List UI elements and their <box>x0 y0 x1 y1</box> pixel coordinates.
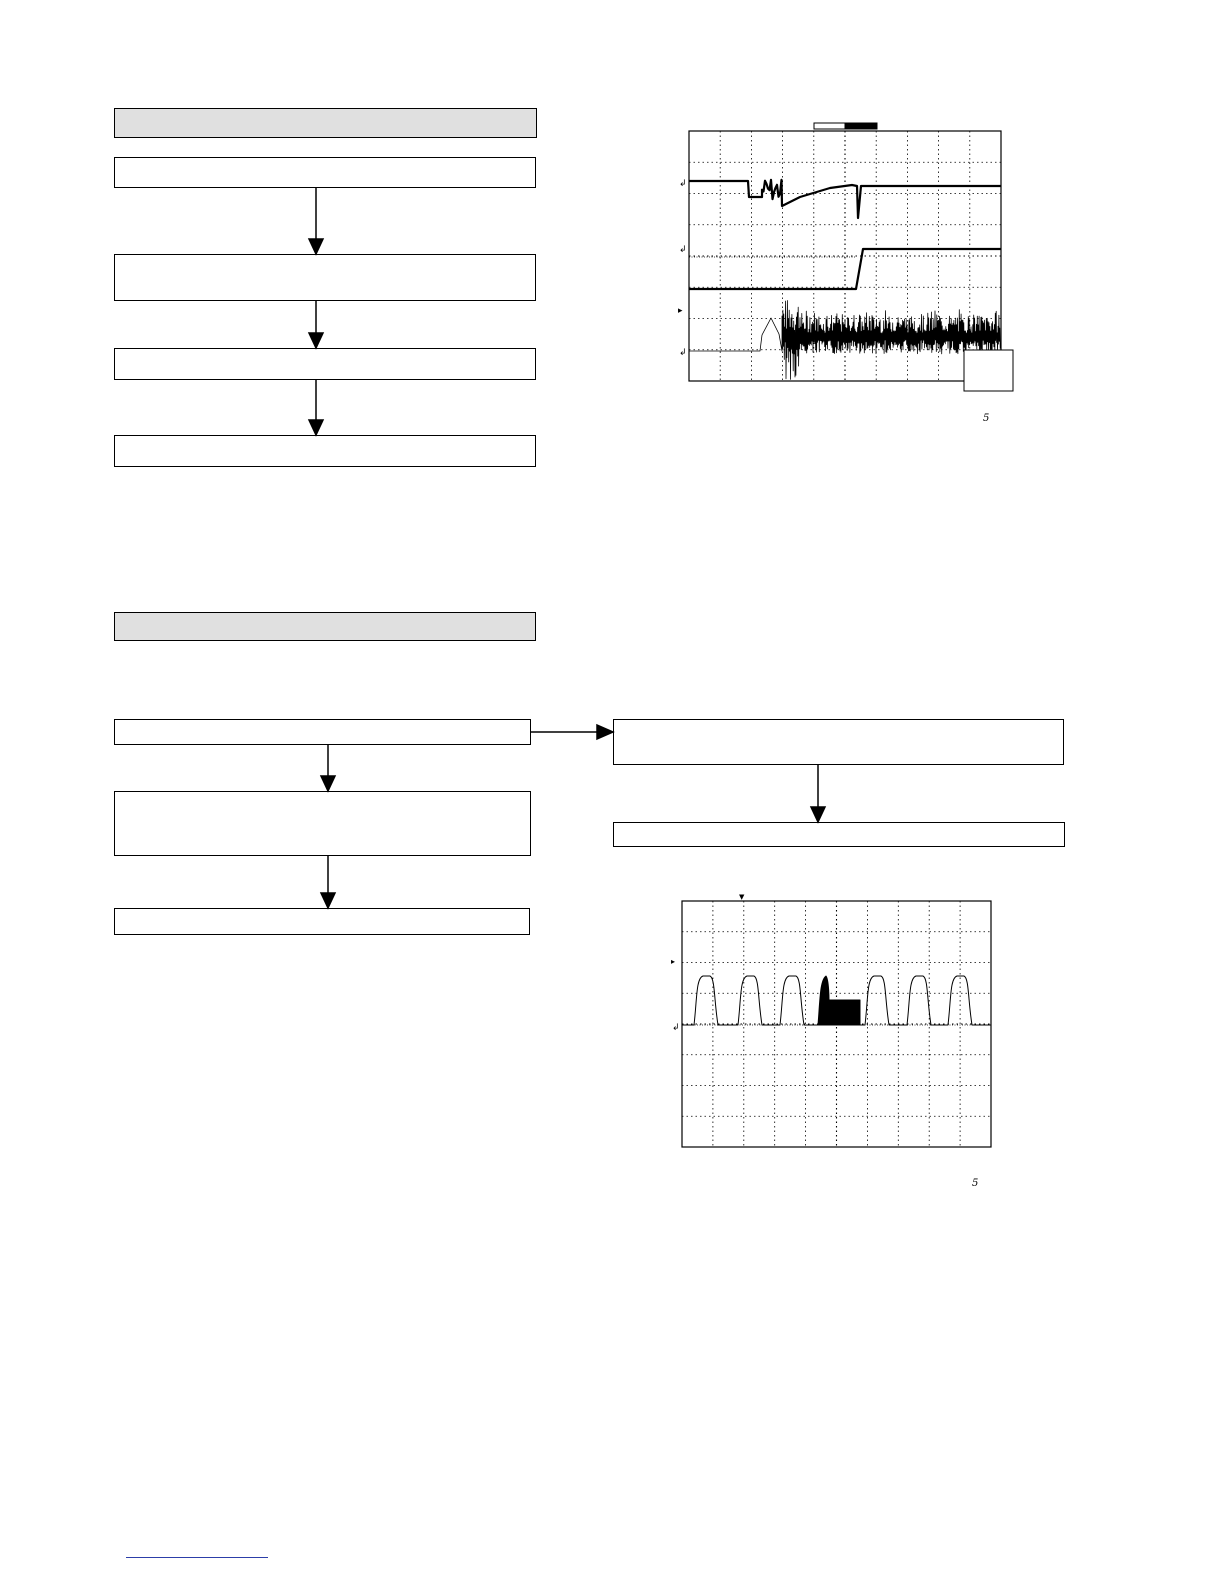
scope2-trigger-mark: ▼ <box>739 893 745 901</box>
scope1-level-mark-1: ↲ <box>679 179 687 189</box>
scope1-level-mark-2: ↲ <box>679 245 687 255</box>
footer-link-underline <box>126 1557 268 1558</box>
scope1-level-mark-4: ↲ <box>679 348 687 358</box>
scope2-level-mark-1: ▸ <box>671 957 676 966</box>
scope1-level-mark-3: ▸ <box>678 306 683 316</box>
scope1-corner-mark: 5 <box>983 413 990 424</box>
scope2-corner-mark: 5 <box>972 1178 979 1189</box>
scope2-level-mark-2: ↲ <box>672 1023 680 1033</box>
